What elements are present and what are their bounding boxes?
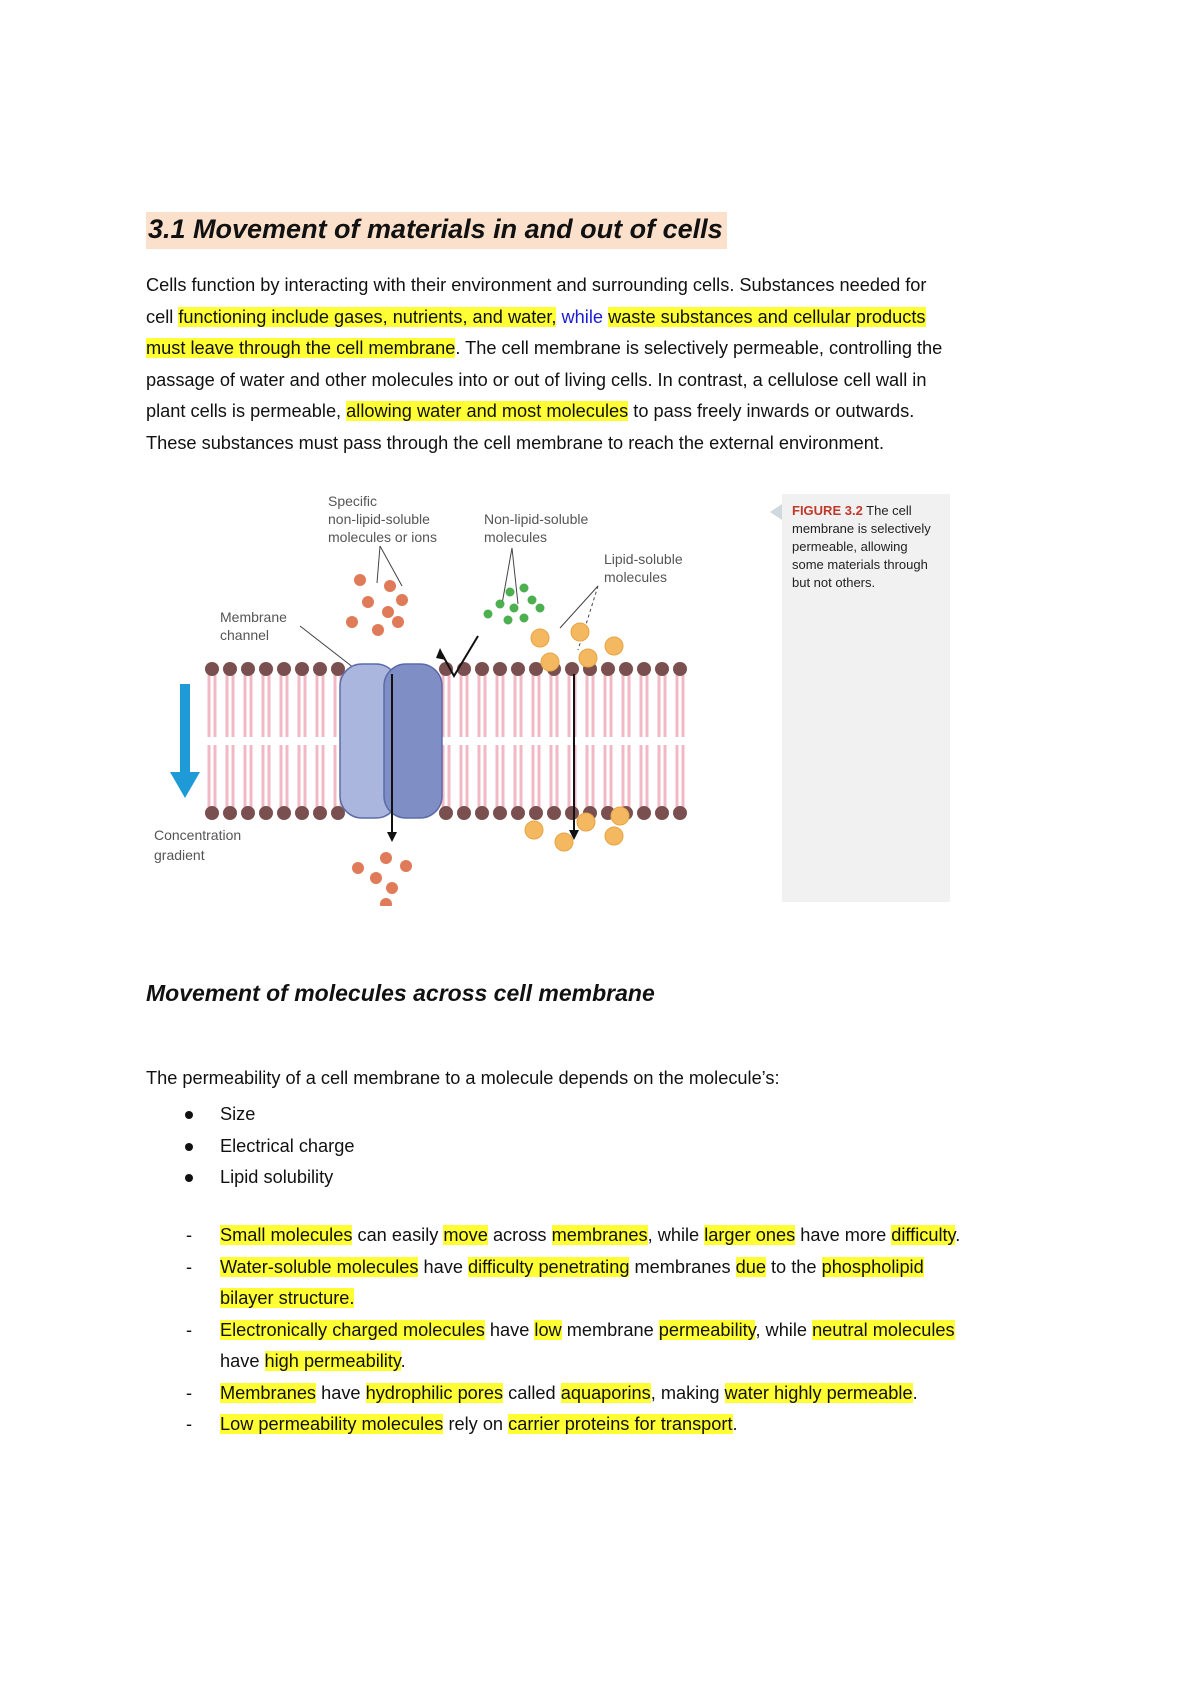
- paragraph-line: [146, 428, 1066, 460]
- paragraph-text: These substances must pass through the cell membrane to reach the external environment.: [146, 432, 884, 453]
- bullet-icon: [185, 1111, 193, 1119]
- lipid-tail: [623, 745, 629, 807]
- phospholipid-head: [475, 662, 489, 676]
- phospholipid-head: [637, 806, 651, 820]
- ion-molecule: [354, 574, 366, 586]
- lipid-tail: [677, 675, 683, 737]
- phospholipid-head: [673, 662, 687, 676]
- list-item-text: .: [955, 1225, 961, 1245]
- concentration-gradient-arrow: [170, 684, 200, 798]
- list-item: [146, 1409, 1076, 1441]
- list-item-text: Electrical charge: [220, 1135, 355, 1156]
- list-item: [146, 1131, 354, 1163]
- highlighted-text: difficulty: [891, 1225, 956, 1245]
- lipid-tail: [281, 745, 287, 807]
- lipid-tail: [317, 675, 323, 737]
- label-gradient: [154, 827, 241, 863]
- highlighted-text: high permeability: [264, 1351, 401, 1371]
- list-item-text: .: [400, 1351, 406, 1371]
- label-channel-line-1: Membrane: [220, 609, 287, 625]
- phospholipid-head: [655, 806, 669, 820]
- lipid-tail: [515, 745, 521, 807]
- list-item-line: [220, 1346, 1076, 1378]
- highlighted-text: due: [735, 1256, 766, 1277]
- list-item-text: .: [732, 1414, 738, 1434]
- subsection-heading: Movement of molecules across cell membrane: [146, 980, 655, 1006]
- lipid-tail: [623, 675, 629, 737]
- list-item-text: Lipid solubility: [220, 1167, 334, 1187]
- phospholipid-head: [223, 662, 237, 676]
- phospholipid-head: [565, 806, 579, 820]
- bullet-icon: [185, 1143, 193, 1151]
- list-item: [146, 1252, 1076, 1315]
- lipid-tail: [479, 675, 485, 737]
- list-item: [146, 1099, 354, 1131]
- paragraph-text: Cells function by interacting with their environment and surrounding cells. Substances needed for: [146, 275, 927, 295]
- list-item-text: have: [316, 1382, 366, 1403]
- list-item-text: .: [912, 1382, 918, 1403]
- paragraph-line: [146, 396, 1066, 428]
- ion-molecule: [382, 606, 394, 618]
- list-item: [146, 1162, 354, 1194]
- list-item: [146, 1220, 1076, 1252]
- highlighted-text: water highly permeable: [724, 1382, 913, 1403]
- phospholipid-head: [601, 662, 615, 676]
- phospholipid-head: [475, 806, 489, 820]
- non-lipid-molecule: [528, 596, 537, 605]
- non-lipid-molecule: [484, 610, 493, 619]
- bullet-icon: [185, 1174, 193, 1182]
- phospholipid-head: [529, 806, 543, 820]
- lipid-soluble-molecule: [531, 629, 549, 647]
- highlighted-text: Membranes: [220, 1382, 317, 1403]
- permeability-points: [146, 1220, 1076, 1441]
- highlighted-text: allowing water and most molecules: [346, 401, 629, 421]
- label-channel: [220, 609, 287, 643]
- phospholipid-head: [241, 806, 255, 820]
- highlighted-text: Water-soluble molecules: [220, 1256, 419, 1277]
- phospholipid-head: [565, 662, 579, 676]
- phospholipid-head: [295, 662, 309, 676]
- lipid-tail: [515, 675, 521, 737]
- phospholipid-head: [223, 806, 237, 820]
- lipid-tail: [443, 745, 449, 807]
- ion-molecule: [380, 852, 392, 864]
- list-item-line: [220, 1220, 1076, 1252]
- phospholipid-head: [205, 806, 219, 820]
- paragraph-text: cell: [146, 306, 179, 327]
- lipid-tail: [443, 675, 449, 737]
- highlighted-text: Electronically charged molecules: [220, 1319, 485, 1340]
- lipid-tail: [533, 745, 539, 807]
- highlighted-text: move: [443, 1225, 488, 1245]
- ion-molecule: [400, 860, 412, 872]
- list-item-text: to the: [765, 1256, 822, 1277]
- list-item-line: [220, 1409, 1076, 1441]
- dash-marker: -: [186, 1414, 193, 1434]
- lipid-tail: [551, 675, 557, 737]
- lipid-tail: [641, 675, 647, 737]
- ion-molecule: [352, 862, 364, 874]
- highlighted-text: Low permeability molecules: [220, 1414, 444, 1434]
- lipid-tail: [533, 675, 539, 737]
- phospholipid-head: [439, 806, 453, 820]
- list-item-text: , while: [755, 1319, 813, 1340]
- phospholipid-head: [241, 662, 255, 676]
- non-lipid-molecule: [506, 588, 515, 597]
- label-specific-line-2: non-lipid-soluble: [328, 511, 430, 527]
- non-lipid-molecule: [496, 600, 505, 609]
- phospholipid-head: [259, 806, 273, 820]
- list-item: [146, 1315, 1076, 1378]
- figure-label: FIGURE 3.2: [792, 503, 863, 518]
- channel-arrowhead: [387, 832, 397, 842]
- lipid-tail: [659, 675, 665, 737]
- ion-molecule: [372, 624, 384, 636]
- phospholipid-head: [277, 662, 291, 676]
- phospholipid-head: [547, 806, 561, 820]
- dash-marker: -: [186, 1225, 193, 1245]
- lipid-tail: [461, 675, 467, 737]
- phospholipid-head: [457, 806, 471, 820]
- permeability-intro: The permeability of a cell membrane to a molecule depends on the molecule’s:: [146, 1068, 780, 1088]
- list-item-text: can easily: [352, 1225, 444, 1245]
- phospholipid-head: [673, 806, 687, 820]
- ion-molecule: [396, 594, 408, 606]
- label-gradient-line-2: gradient: [154, 847, 205, 863]
- phospholipid-head: [511, 806, 525, 820]
- paragraph-line: [146, 333, 1066, 365]
- lipid-tail: [461, 745, 467, 807]
- phospholipid-head: [493, 662, 507, 676]
- cell-membrane-diagram: [140, 486, 960, 906]
- phospholipid-head: [277, 806, 291, 820]
- lipid-tail: [281, 675, 287, 737]
- lipid-tail: [641, 745, 647, 807]
- paragraph-text: . The cell membrane is selectively permeable, controlling the: [455, 338, 943, 358]
- lipid-soluble-molecule: [605, 637, 623, 655]
- ion-molecule: [380, 898, 392, 906]
- factor-list: [146, 1099, 354, 1194]
- phospholipid-head: [493, 806, 507, 820]
- highlighted-text: aquaporins: [560, 1382, 651, 1403]
- list-item-text: have: [418, 1256, 469, 1277]
- paragraph-line: [146, 270, 1066, 302]
- list-item-line: [220, 1283, 1076, 1315]
- lipid-tail: [677, 745, 683, 807]
- ion-molecule: [346, 616, 358, 628]
- blue-text: while: [561, 306, 603, 327]
- non-lipid-molecule: [520, 584, 529, 593]
- paragraph-line: [146, 365, 1066, 397]
- lipid-tail: [263, 675, 269, 737]
- ion-molecule: [392, 616, 404, 628]
- highlighted-text: functioning include gases, nutrients, and water,: [178, 306, 557, 327]
- non-lipid-molecule: [510, 604, 519, 613]
- list-item: [146, 1378, 1076, 1410]
- lipid-tail: [227, 675, 233, 737]
- lipid-tail: [497, 745, 503, 807]
- list-item-text: called: [503, 1382, 561, 1403]
- highlighted-text: permeability: [658, 1319, 756, 1340]
- ion-molecule: [386, 882, 398, 894]
- non-lipid-molecule: [504, 616, 513, 625]
- highlighted-text: difficulty penetrating: [468, 1256, 630, 1277]
- lipid-tail: [587, 745, 593, 807]
- section-heading: 3.1 Movement of materials in and out of cells: [146, 212, 727, 249]
- lipid-tail: [299, 745, 305, 807]
- label-lipid-line-2: molecules: [604, 569, 668, 585]
- phospholipid-head: [313, 806, 327, 820]
- phospholipid-head: [259, 662, 273, 676]
- lipid-tail: [317, 745, 323, 807]
- paragraph-text: to pass freely inwards or outwards.: [628, 401, 915, 421]
- ion-molecule: [362, 596, 374, 608]
- lipid-tail: [605, 675, 611, 737]
- lipid-tail: [587, 675, 593, 737]
- phospholipid-head: [511, 662, 525, 676]
- list-item-line: [220, 1315, 1076, 1347]
- phospholipid-bilayer: [205, 662, 687, 820]
- ion-molecule: [370, 872, 382, 884]
- lipid-soluble-molecule: [611, 807, 629, 825]
- paragraph-text: plant cells is permeable,: [146, 401, 347, 421]
- lipid-tail: [551, 745, 557, 807]
- list-item-text: membrane: [561, 1319, 659, 1340]
- label-specific-line-3: molecules or ions: [328, 529, 437, 545]
- lipid-tail: [497, 675, 503, 737]
- highlighted-text: waste substances and cellular products: [608, 306, 926, 327]
- list-item-text: across: [487, 1225, 552, 1245]
- phospholipid-head: [205, 662, 219, 676]
- lipid-tail: [209, 675, 215, 737]
- dash-marker: -: [186, 1382, 193, 1403]
- highlighted-text: Small molecules: [220, 1225, 353, 1245]
- lipid-tail: [227, 745, 233, 807]
- paragraph-text: passage of water and other molecules into or out of living cells. In contrast, a cellulose cell wall in: [146, 369, 927, 390]
- lipid-tail: [605, 745, 611, 807]
- ion-molecule: [384, 580, 396, 592]
- label-lipid: [604, 551, 683, 585]
- list-item-line: [220, 1252, 1076, 1284]
- highlighted-text: membranes: [551, 1225, 648, 1245]
- label-nonlipid: [484, 511, 588, 545]
- lipid-soluble-molecule: [571, 623, 589, 641]
- lipid-soluble-molecule: [555, 833, 573, 851]
- dash-marker: -: [186, 1256, 193, 1277]
- list-item-text: rely on: [443, 1414, 509, 1434]
- phospholipid-head: [295, 806, 309, 820]
- highlighted-text: phospholipid: [821, 1256, 924, 1277]
- label-nonlipid-line-1: Non-lipid-soluble: [484, 511, 589, 527]
- list-item-text: , making: [650, 1382, 725, 1403]
- highlighted-text: must leave through the cell membrane: [146, 338, 456, 358]
- lipid-soluble-molecule: [579, 649, 597, 667]
- lipid-tail: [263, 745, 269, 807]
- lipid-tail: [659, 745, 665, 807]
- non-lipid-molecule: [536, 604, 545, 613]
- membrane-channel-protein: [340, 664, 442, 842]
- phospholipid-head: [655, 662, 669, 676]
- list-item-line: [220, 1378, 1076, 1410]
- list-item-text: membranes: [629, 1256, 736, 1277]
- phospholipid-head: [619, 662, 633, 676]
- lipid-soluble-molecule: [541, 653, 559, 671]
- list-item-text: Size: [220, 1104, 256, 1124]
- lipid-tail: [299, 675, 305, 737]
- highlighted-text: carrier proteins for transport: [508, 1414, 733, 1434]
- list-item-text: have: [484, 1319, 535, 1340]
- list-item-text: have: [220, 1351, 265, 1371]
- phospholipid-head: [637, 662, 651, 676]
- label-channel-line-2: channel: [220, 627, 270, 643]
- paragraph-line: [146, 302, 1066, 334]
- lipid-tail: [209, 745, 215, 807]
- lipid-tail: [245, 745, 251, 807]
- highlighted-text: neutral molecules: [812, 1319, 955, 1340]
- lipid-tail: [245, 675, 251, 737]
- lipid-soluble-molecule: [605, 827, 623, 845]
- figure-caption-text: The cell membrane is selectively permeable, allowing some materials through but not others.: [792, 503, 931, 590]
- highlighted-text: bilayer structure.: [220, 1288, 355, 1308]
- list-item-text: have more: [795, 1225, 892, 1245]
- list-item-text: , while: [647, 1225, 705, 1245]
- lipid-tail: [479, 745, 485, 807]
- dash-marker: -: [186, 1319, 193, 1340]
- highlighted-text: larger ones: [704, 1225, 796, 1245]
- intro-paragraph: [146, 270, 1066, 459]
- label-nonlipid-line-2: molecules: [484, 529, 548, 545]
- highlighted-text: low: [534, 1319, 562, 1340]
- highlighted-text: hydrophilic pores: [365, 1382, 504, 1403]
- non-lipid-molecule: [520, 614, 529, 623]
- label-gradient-line-1: Concentration: [154, 827, 242, 843]
- label-specific: [328, 493, 437, 545]
- label-lipid-line-1: Lipid-soluble: [604, 551, 683, 567]
- phospholipid-head: [313, 662, 327, 676]
- lipid-soluble-molecule: [525, 821, 543, 839]
- lipid-soluble-molecule: [577, 813, 595, 831]
- label-specific-line-1: Specific: [328, 493, 378, 509]
